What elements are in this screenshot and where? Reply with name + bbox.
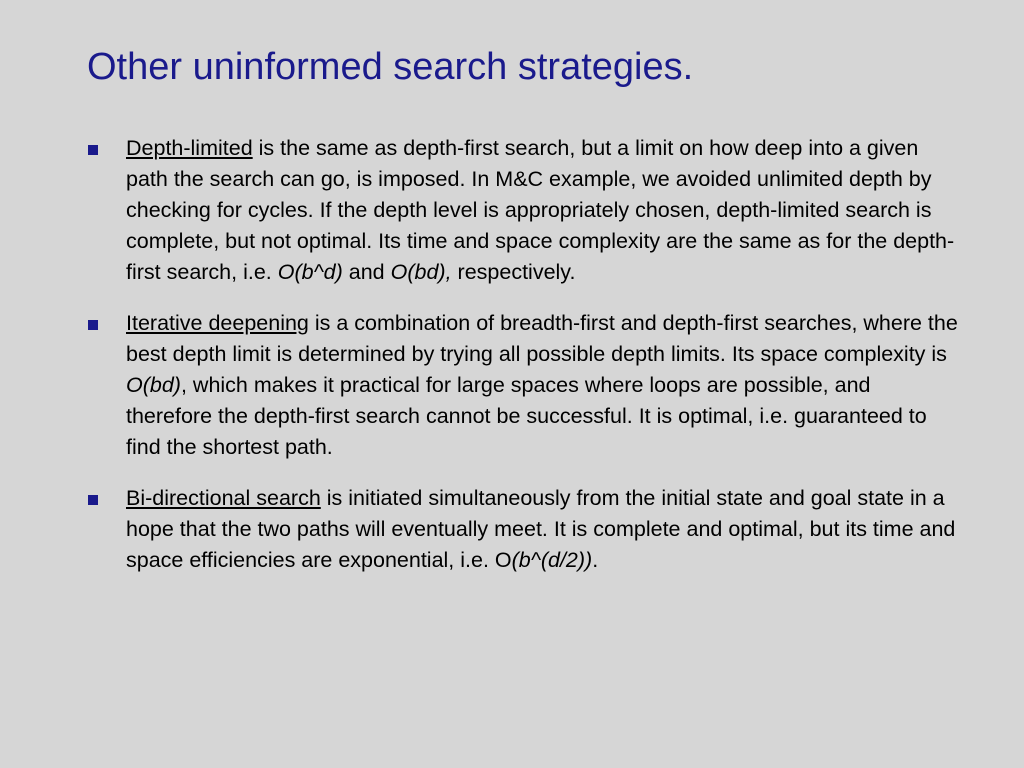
- bullet-text: respectively.: [451, 260, 576, 284]
- bullet-text: is initiated simultaneously from the initial state and goal state in a hope that the two paths will eventually meet. It is complete and optimal, but its time and space efficiencies are exponential, i.e. O: [126, 486, 956, 572]
- bullet-list: [88, 133, 958, 596]
- bullet-text: .: [592, 548, 599, 572]
- bullet-text: is a combination of breadth-first and depth-first searches, where the best depth limit is determined by trying all possible depth limits. Its space complexity is: [126, 311, 958, 366]
- bullet-term: Depth-limited: [126, 136, 253, 160]
- complexity-formula: O(b^d): [277, 260, 343, 284]
- slide-title: Other uninformed search strategies.: [87, 46, 694, 88]
- square-bullet-icon: [88, 320, 98, 330]
- complexity-formula: (b^(d/2)): [511, 548, 593, 572]
- complexity-formula: O(bd): [126, 373, 181, 397]
- bullet-depth-limited: [88, 133, 958, 288]
- bullet-iterative-deepening: [88, 308, 958, 463]
- bullet-text: is the same as depth-first search, but a limit on how deep into a given path the search can go, is imposed. In M&C example, we avoided unlimited depth by checking for cycles. If the depth level is appropriately chosen, depth-limited search is complete, but not optimal. Its time and space complexity are the same as for the depth-first search, i.e.: [126, 136, 955, 284]
- square-bullet-icon: [88, 145, 98, 155]
- bullet-bi-directional: [88, 483, 958, 576]
- square-bullet-icon: [88, 495, 98, 505]
- bullet-term: Iterative deepening: [126, 311, 309, 335]
- bullet-text: , which makes it practical for large spaces where loops are possible, and therefore the depth-first search cannot be successful. It is optimal, i.e. guaranteed to find the shortest path.: [126, 373, 927, 459]
- bullet-text: and: [342, 260, 391, 284]
- complexity-formula: O(bd),: [390, 260, 452, 284]
- bullet-term: Bi-directional search: [126, 486, 321, 510]
